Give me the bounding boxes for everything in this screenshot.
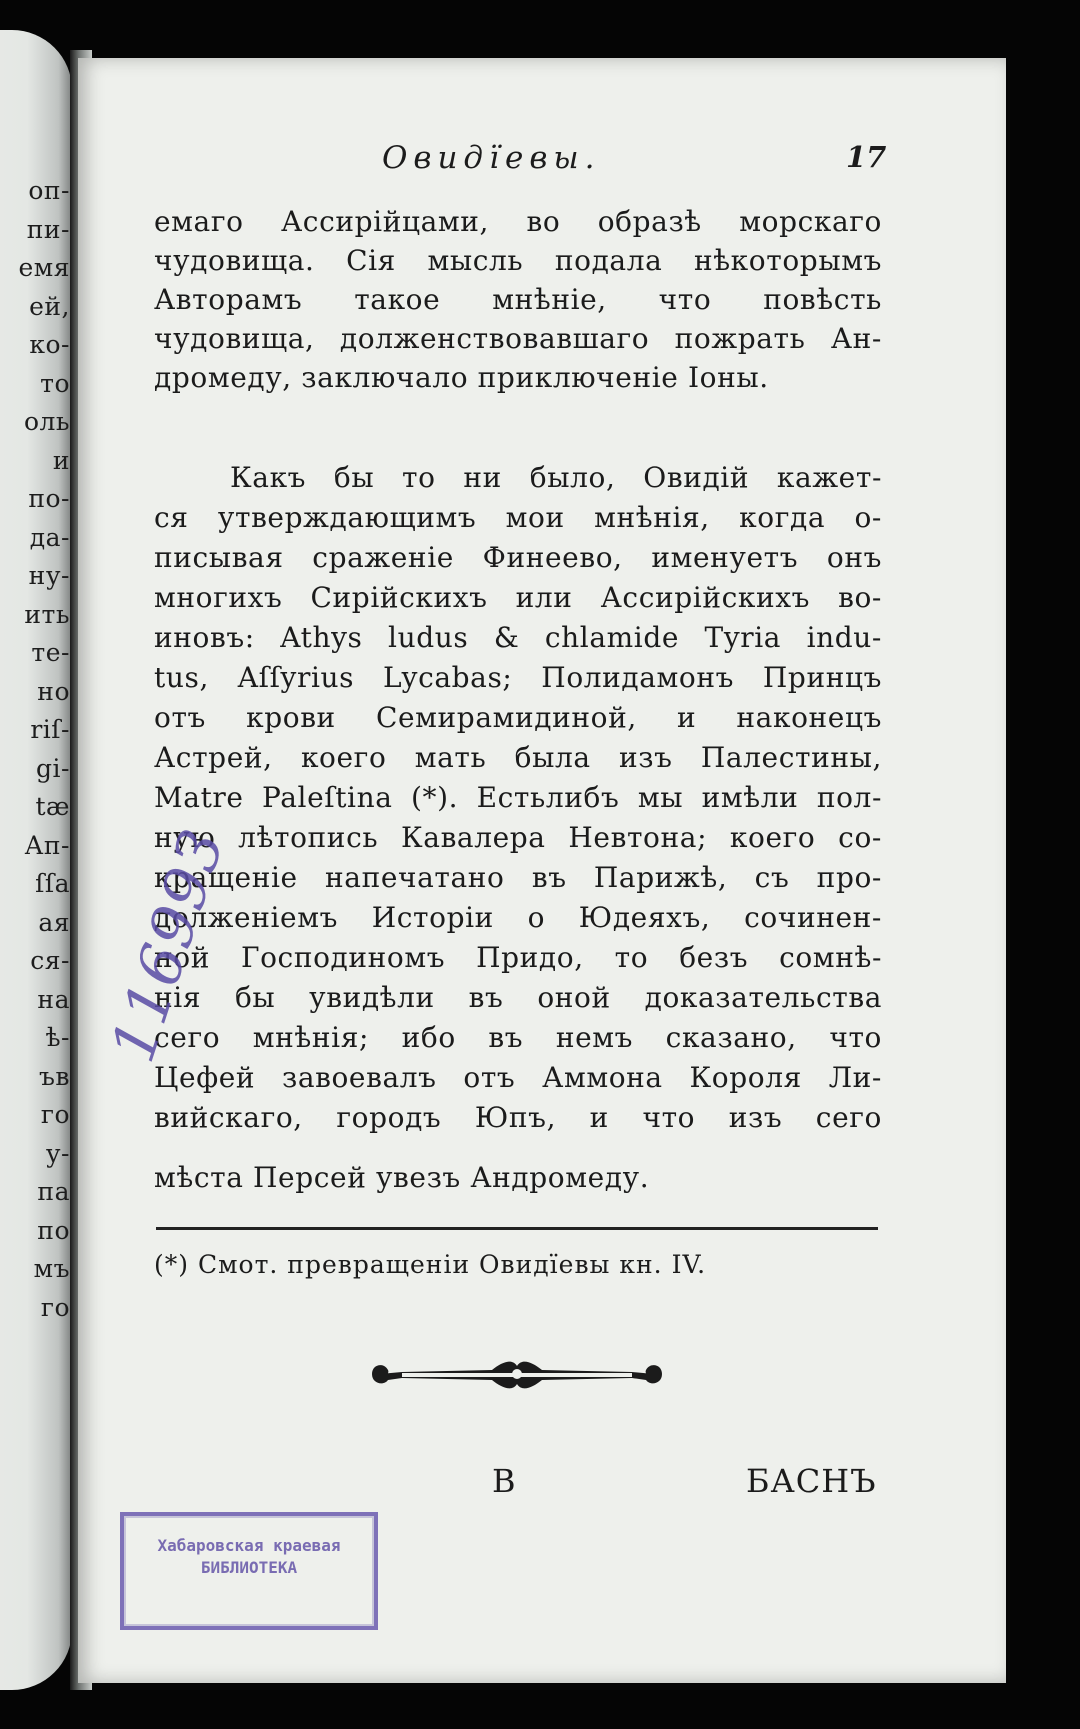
ornament-icon [362,1352,672,1396]
left-page-fragment: gi- [36,753,70,783]
left-page-fragment: по [37,1215,70,1245]
text-line: чудовища, долженствовавшаго пожрать Ан- [154,322,882,355]
text-line: многихъ Сирійскихъ или Ассирійскихъ во- [154,581,882,614]
left-page-fragment: оп- [28,176,70,205]
left-page-fragment: те- [31,638,70,667]
inventory-number: 116993 [97,819,240,1071]
left-page-fragment: ъв [39,1061,70,1091]
text-line: вийскаго, городъ Юпъ, и что изъ сего [154,1101,882,1134]
text-line: мѣста Персей увезъ Андромеду. [154,1161,650,1194]
left-page-fragment: riſ- [30,715,70,744]
stamp-line-2: БИБЛИОТЕКА [200,1558,298,1577]
text-line: ся утверждающимъ мои мнѣнія, когда о- [154,501,882,534]
left-page-fragment: го [40,1100,70,1129]
left-page-fragment: оль [23,407,70,436]
left-page-fragment: ну- [28,561,70,590]
text-line: Авторамъ такое мнѣніе, что повѣсть [154,283,882,316]
left-page-fragment: пи- [26,214,70,244]
page-number: 17 [846,140,887,174]
text-line: Цефей завоевалъ отъ Аммона Короля Ли- [154,1061,882,1094]
left-page-fragment: па [37,1177,70,1206]
text-line: ной Господиномъ Придо, то безъ сомнѣ- [154,941,882,974]
left-page-fragment: ей, [29,291,70,321]
left-page-fragment: то [40,368,70,398]
left-page-fragment: ſſa [35,869,70,898]
text-line: долженіемъ Исторіи о Юдеяхъ, сочинен- [154,901,882,934]
left-page-fragment: Ап- [24,830,70,860]
left-page-fragment: tæ [35,792,70,821]
footnote: (*) Смот. превращеніи Овидїевы кн. IV. [154,1250,707,1279]
text-line: дромеду, заключало приключеніе Іоны. [154,361,769,394]
left-page-fragment: по- [28,484,70,513]
text-line: нія бы увидѣли въ оной доказательства [154,981,882,1014]
left-page-fragment: у- [45,1138,70,1168]
text-line: tus, Aſſyrius Lycabas; Полидамонъ Принцъ [154,661,882,694]
left-page-fragment: ить [24,599,70,629]
text-line: Какъ бы то ни было, Овидій кажет- [230,461,882,494]
text-line: иновъ: Athys ludus & chlamide Tyria indu- [154,621,882,654]
left-page-fragment: и [52,445,70,475]
left-page-fragment: да- [29,522,70,552]
catchword: БАСНЪ [746,1462,877,1500]
text-line: писывая сраженіе Финеево, именуетъ онъ [154,541,882,574]
left-page-fragment: ая [38,907,70,937]
text-line: сего мнѣнія; ибо въ немъ сказано, что [154,1021,882,1054]
text-line: кращеніе напечатано въ Парижѣ, съ про- [154,861,882,894]
signature-mark: B [492,1462,516,1500]
text-line: емаго Ассирійцами, во образѣ морскаго [154,205,882,238]
left-page-fragment: го [40,1292,70,1322]
left-page-fragment: ѣ- [45,1023,70,1052]
footnote-rule [156,1227,878,1230]
left-page-fragment: мъ [33,1254,70,1283]
left-page-fragment: ко- [29,330,70,359]
left-page-fragment: но [37,676,70,706]
text-line: чудовища. Сія мысль подала нѣкоторымъ [154,244,882,277]
library-stamp [120,1512,378,1630]
text-line: отъ крови Семирамидиной, и наконецъ [154,701,882,734]
text-line: Астрей, коего мать была изъ Палестины, [154,741,882,774]
text-line: Matre Paleſtina (*). Естьлибъ мы имѣли пол- [154,781,882,814]
left-page-fragment: емя [18,253,70,282]
text-line: ную лѣтопись Кавалера Невтона; коего со- [154,821,882,854]
left-page-fragment: ся- [30,946,70,975]
running-head: Овидїевы. [382,140,601,176]
left-page-fragment: на [37,984,70,1014]
stamp-line-1: Хабаровская краевая [157,1536,341,1555]
